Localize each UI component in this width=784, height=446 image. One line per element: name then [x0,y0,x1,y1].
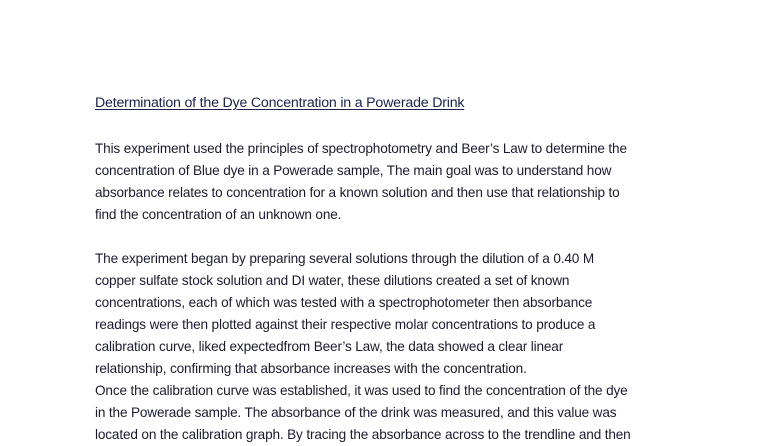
text-line: relationship, confirming that absorbance increases with the concentration. [95,361,527,376]
text-line: concentration of Blue dye in a Powerade sample, The main goal was to understand how [95,163,612,178]
text-line: find the concentration of an unknown one. [95,207,342,222]
document-title: Determination of the Dye Concentration in a Powerade Drink [95,95,465,111]
text-line: This experiment used the principles of spectrophotometry and Beer’s Law to determine the [95,141,627,156]
text-line: concentrations, each of which was tested with a spectrophotometer then absorbance [95,295,593,310]
paragraph-intro [95,138,627,226]
text-line: located on the calibration graph. By tracing the absorbance across to the trendline and then [95,427,631,442]
text-line: readings were then plotted against their respective molar concentrations to produce a [95,317,596,332]
paragraph-procedure [95,248,631,446]
text-line: absorbance relates to concentration for a known solution and then use that relationship to [95,185,620,200]
text-line: Once the calibration curve was established, it was used to find the concentration of the dye [95,383,628,398]
text-line: The experiment began by preparing several solutions through the dilution of a 0.40 M [95,251,594,266]
text-line: copper sulfate stock solution and DI water, these dilutions created a set of known [95,273,570,288]
text-line: calibration curve, liked expectedfrom Beer’s Law, the data showed a clear linear [95,339,564,354]
text-line: in the Powerade sample. The absorbance of the drink was measured, and this value was [95,405,617,420]
